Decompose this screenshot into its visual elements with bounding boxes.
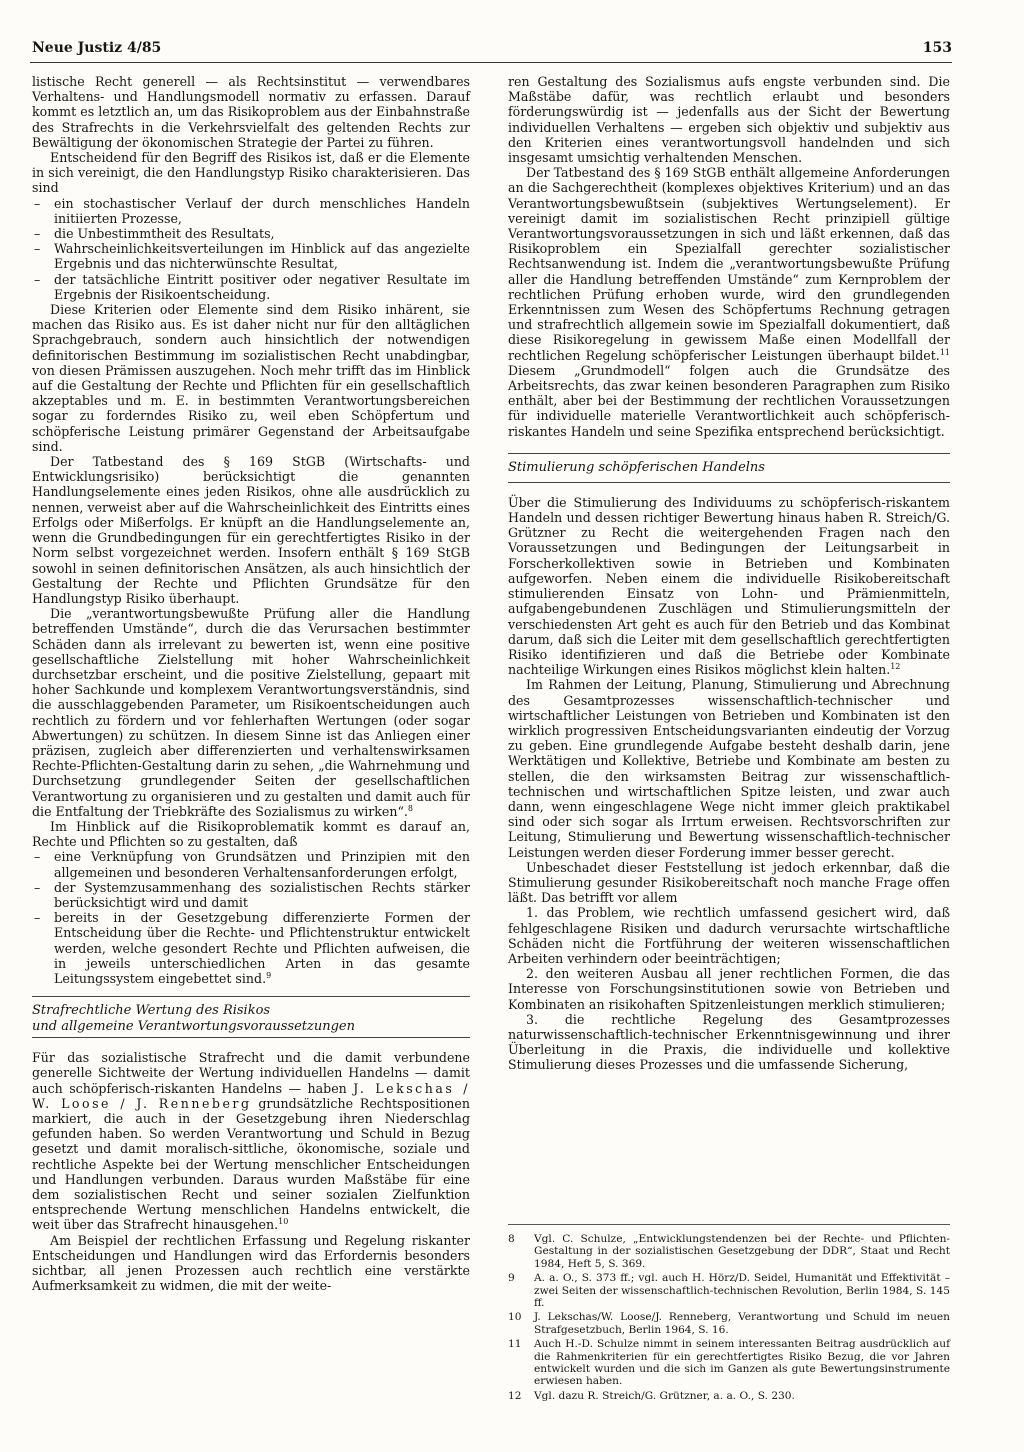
paragraph-text: Diesem „Grundmodell“ folgen auch die Grundsätze des Arbeitsrechts, das zwar keinen besonderen Paragraphen zum Risiko enthält, aber bei der Bestimmung der rechtlichen Voraussetzungen für individuelle materielle Verantwortlichkeit auch schöpferisch-riskantes Handeln und seine Spezifika entsprechend berücksichtigt. — [508, 362, 950, 439]
footnote — [508, 1311, 950, 1336]
footnotes — [508, 1224, 950, 1404]
header-rule — [30, 62, 952, 63]
list-item-text: bereits in der Gesetzgebung differenzierte Formen der Entscheidung über die Rechte- und Pflichtenstruktur entwickelt werden, welche gesondert Rechte und Pflichten aufweisen, die in jeweils unterschiedlichen Arten in das gesamte Leitungssystem eingebettet sind. — [54, 910, 470, 986]
footnote-number: 10 — [508, 1311, 522, 1324]
numbered-item: 3. die rechtliche Regelung des Gesamtprozesses naturwissenschaftlich-technischer Erkenntnisgewinnung und ihrer Überleitung in die Praxis, die individuelle und kollektive Stimulierung dieses Prozesses und die umfassende Sicherung, — [508, 1011, 950, 1073]
numbered-item: 2. den weiteren Ausbau all jener rechtlichen Formen, die das Interesse von Forschungsinstitutionen sowie von Betrieben und Kombinaten an risikohaften Spitzenleistungen merklich stimulieren; — [508, 966, 950, 1012]
paragraph: Am Beispiel der rechtlichen Erfassung und Regelung riskanter Entscheidungen und Handlungen wird das Erfordernis besonders sichtbar, all jenen Prozessen auch rechtlich eine verstärkte Aufmerksamkeit zu widmen, die mit der weite- — [32, 1232, 470, 1294]
right-column — [508, 74, 950, 1073]
paragraph — [508, 495, 950, 677]
paragraph-text: Die „verantwortungsbewußte Prüfung aller die Handlung betreffenden Umstände“, durch die das Verursachen bestimmter Schäden dann als irrelevant zu bewerten ist, wenn eine positive gesellschaftliche Zielstellung mit hoher Wahrscheinlichkeit durchsetzbar erscheint, und die positive Zielstellung, gepaart mit hoher Sachkunde und komplexem Verantwortungsverständnis, sind die ausschlaggebenden Parameter, um Risikoentscheidungen auch rechtlich zu fördern und vor fehlerhaften Wertungen (oder sogar Abwertungen) zu schützen. In diesem Sinne ist das Anliegen einer präzisen, zugleich aber differenzierten und verhaltenswirksamen Rechte-Pflichten-Gestaltung darin zu sehen, „die Wahrnehmung und Durchsetzung grundlegender Seiten der gesellschaftlichen Verantwortung zu organisieren und zu gestalten und damit auch für die Entfaltung der Triebkräfte des Sozialismus zu wirken“. — [32, 606, 470, 819]
requirements-list — [32, 849, 470, 986]
paragraph: ren Gestaltung des Sozialismus aufs engste verbunden sind. Die Maßstäbe dafür, was rechtlich erlaubt und besonders förderungswürdig ist — jedenfalls aus der Sicht der Bewertung individuellen Verhaltens — ergeben sich objektiv und subjektiv aus den Kriterien eines verantwortungsvoll handelnden und sich insgesamt umsichtig verhaltenden Menschen. — [508, 74, 950, 166]
section-heading — [32, 996, 470, 1038]
footnote-number: 11 — [508, 1338, 522, 1351]
footnote — [508, 1272, 950, 1309]
paragraph — [508, 165, 950, 439]
page-number: 153 — [922, 40, 952, 56]
footnote-text: J. Lekschas/W. Loose/J. Renneberg, Verantwortung und Schuld im neuen Strafgesetzbuch, Berlin 1964, S. 16. — [534, 1311, 950, 1336]
list-item: – der tatsächliche Eintritt positiver oder negativer Resultate im Ergebnis der Risikoentscheidung. — [32, 272, 470, 302]
list-item: – die Unbestimmtheit des Resultats, — [32, 226, 470, 241]
list-item: – der Systemzusammenhang des sozialistischen Rechts stärker berücksichtigt wird und damit — [32, 880, 470, 910]
paragraph: Unbeschadet dieser Feststellung ist jedoch erkennbar, daß die Stimulierung gesunder Risikobereitschaft noch manche Frage offen läßt. Das betrifft vor allem — [508, 859, 950, 906]
author-names: J. Lekschas / W. Loose / J. Renneberg — [32, 1080, 470, 1111]
footnote-text: Vgl. C. Schulze, „Entwicklungstendenzen bei der Rechte- und Pflichten-Gestaltung in der sozialistischen Gesetzgebung der DDR“, Staat und Recht 1984, Heft 5, S. 369. — [534, 1233, 950, 1270]
footnote-text: Vgl. dazu R. Streich/G. Grützner, a. a. O., S. 230. — [534, 1389, 795, 1402]
footnote-ref: 8 — [407, 803, 413, 813]
paragraph-text: Der Tatbestand des § 169 StGB enthält allgemeine Anforderungen an die Sachgerechtheit (komplexes objektives Kriterium) und an das Verantwortungsbewußtsein (subjektives Wertungselement). Er vereinigt damit im sozialistischen Recht prinzipiell gültige Verantwortungsvoraussetzungen in sich und läßt erkennen, daß das Risikoproblem ein Spezialfall gerechter sozialistischer Rechtsanwendung ist. Indem die „verantwortungsbewußte Prüfung aller die Handlung betreffenden Umstände“ zum Kernproblem der rechtlichen Prüfung erhoben wurde, wird den grundlegenden Erkenntnissen zum Wesen des Schöpfertums Rechnung getragen und strafrechtlich allgemein sowie im Spezialfall dokumentiert, daß diese Risikoregelung in gewissem Maße einen Modellfall der rechtlichen Regelung schöpferischer Leistungen überhaupt bildet. — [508, 165, 950, 363]
left-column — [32, 74, 470, 1293]
numbered-item: 1. das Problem, wie rechtlich umfassend gesichert wird, daß fehlgeschlagene Risiken und dadurch verursachte wirtschaftliche Schäden nicht die Fortführung der weiteren wissenschaftlichen Arbeiten verhindern oder beeinträchtigen; — [508, 905, 950, 966]
footnote-ref: 10 — [278, 1217, 289, 1227]
footnote-text: Auch H.-D. Schulze nimmt in seinem interessanten Beitrag ausdrücklich auf die Rahmenkriterien für ein gerechtfertigtes Risiko Bezug, die vor Jahren entwickelt wurden und die sich im Ganzen als gute Bewertungsinstrumente erwiesen haben. — [534, 1338, 950, 1388]
section-heading-line: Strafrechtliche Wertung des Risikos — [32, 1003, 271, 1019]
section-heading-line: und allgemeine Verantwortungsvoraussetzungen — [32, 1019, 470, 1038]
footnote-ref: 12 — [890, 661, 901, 671]
paragraph: Im Rahmen der Leitung, Planung, Stimulierung und Abrechnung des Gesamtprozesses wissenschaftlich-technischer und wirtschaftlicher Leistungen von Betrieben und Kombinaten ist den wirklich progressiven Entscheidungsvarianten eindeutig der Vorzug zu geben. Eine grundlegende Aufgabe besteht deshalb darin, jene Werktätigen und Kollektive, Betriebe und Kombinate am besten zu stellen, die den wirksamsten Beitrag zur wissenschaftlich-technischen und wirtschaftlichen Spitze leisten, und zwar auch dann, wenn eingeschlagene Wege nicht immer gleich praktikabel sind oder sich sogar als Irrtum erweisen. Rechtsvorschriften zur Leitung, Stimulierung und Bewertung wissenschaftlich-technischer Leistungen werden dieser Forderung immer besser gerecht. — [508, 677, 950, 860]
footnote-text: A. a. O., S. 373 ff.; vgl. auch H. Hörz/D. Seidel, Humanität und Effektivität – zwei Seiten der wissenschaftlich-technischen Revolution, Berlin 1984, S. 145 ff. — [534, 1272, 950, 1310]
criteria-list — [32, 196, 470, 302]
list-item — [32, 910, 470, 986]
footnote-number: 8 — [508, 1233, 515, 1245]
list-item: – eine Verknüpfung von Grundsätzen und Prinzipien mit den allgemeinen und besonderen Verhaltensanforderungen erfolgt, — [32, 849, 470, 879]
paragraph: Im Hinblick auf die Risikoproblematik kommt es darauf an, Rechte und Pflichten so zu gestalten, daß — [32, 818, 470, 850]
footnote — [508, 1338, 950, 1388]
paragraph: Entscheidend für den Begriff des Risikos ist, daß er die Elemente in sich vereinigt, die den Handlungstyp Risiko charakterisieren. Das sind — [32, 150, 470, 196]
journal-title: Neue Justiz 4/85 — [32, 40, 162, 56]
list-item: – ein stochastischer Verlauf der durch menschliches Handeln initiierten Prozesse, — [32, 196, 470, 226]
footnote — [508, 1233, 950, 1270]
paragraph: Der Tatbestand des § 169 StGB (Wirtschafts- und Entwicklungsrisiko) berücksichtigt die genannten Handlungselemente eines jeden Risikos, ohne alle ausdrücklich zu nennen, verweist aber auf die Wahrscheinlichkeit des Eintritts eines Erfolgs oder Mißerfolgs. Er knüpft an die Handlungselemente an, wenn die Grundbedingungen für ein gerechtfertigtes Risiko in der Norm selbst vorgezeichnet werden. Insofern enthält § 169 StGB sowohl in seinen definitorischen Ansätzen, als auch hinsichtlich der Gestaltung der Rechte und Pflichten Grundsätze für den Handlungstyp Risiko überhaupt. — [32, 454, 470, 606]
paragraph-text: grundsätzliche Rechtspositionen markiert, die auch in der Gesetzgebung ihren Niederschlag gefunden haben. So werden Verantwortung und Schuld in Bezug gesetzt und damit moralisch-sittliche, ökonomische, soziale und rechtliche Aspekte bei der Wertung menschlicher Entscheidungen und Handlungen verbunden. Daraus wurden Maßstäbe für eine dem sozialistischen Recht und seiner sozialen Zielfunktion entsprechende Wertung menschlichen Handelns entwickelt, die weit über das Strafrecht hinausgehen. — [32, 1095, 470, 1233]
footnote-ref: 11 — [939, 347, 950, 357]
page-header — [32, 40, 952, 60]
paragraph: Diese Kriterien oder Elemente sind dem Risiko inhärent, sie machen das Risiko aus. Es ist daher nicht nur für den alltäglichen Sprachgebrauch, sondern auch hinsichtlich der notwendigen definitorischen Bestimmung im sozialistischen Recht unabdingbar, von diesen Prämissen auszugehen. Noch mehr trifft das im Hinblick auf die Gestaltung der Rechte und Pflichten für ein gesellschaftlich akzeptables und m. E. in bestimmten Verantwortungsbereichen sogar zu forderndes Risiko zu, weil eben Schöpfertum und schöpferische Leistung primärer Gegenstand der Arbeitsaufgabe sind. — [32, 302, 470, 454]
footnote-number: 9 — [508, 1272, 515, 1285]
footnote-ref: 9 — [266, 970, 272, 980]
paragraph-text: Für das sozialistische Strafrecht und die damit verbundene generelle Sichtweite der Wertung individuellen Handelns — damit auch schöpferisch-riskanten Handelns — haben — [32, 1050, 470, 1096]
paragraph — [32, 606, 470, 819]
section-heading: Stimulierung schöpferischen Handelns — [508, 453, 950, 483]
paragraph-text: Über die Stimulierung des Individuums zu schöpferisch-riskantem Handeln und dessen richtiger Bewertung hinaus haben R. Streich/G. Grützner zu Recht die weitergehenden Fragen nach den Voraussetzungen und Bedingungen der Leitungsarbeit in Forscherkollektiven sowie in Betrieben und Kombinaten aufgeworfen. Neben einem die individuelle Risikobereitschaft stimulierenden Einsatz von Lohn- und Prämienmitteln, aufgabengebundenen Zuschlägen und Stimulierungsmitteln der verschiedensten Art geht es auch für den Betrieb und das Kombinat darum, daß sich die Leiter mit dem gesellschaftlich gerechtfertigten Risiko identifizieren und daß die Betriebe oder Kombinate nachteilige Wirkungen eines Risikos möglichst klein halten. — [508, 494, 950, 678]
list-item: – Wahrscheinlichkeitsverteilungen im Hinblick auf das angezielte Ergebnis und das nichterwünschte Resultat, — [32, 241, 470, 271]
paragraph: listische Recht generell — als Rechtsinstitut — verwendbares Verhaltens- und Handlungsmodell normativ zu erfassen. Darauf kommt es letztlich an, um das Risikoproblem aus der Einbahnstraße des Strafrechts in die Verkehrsvielfalt des geltenden Rechts zur Bewältigung der ökonomischen Strategie der Partei zu führen. — [32, 74, 470, 150]
paragraph — [32, 1050, 470, 1232]
footnote — [508, 1390, 950, 1402]
footnote-number: 12 — [508, 1389, 522, 1402]
